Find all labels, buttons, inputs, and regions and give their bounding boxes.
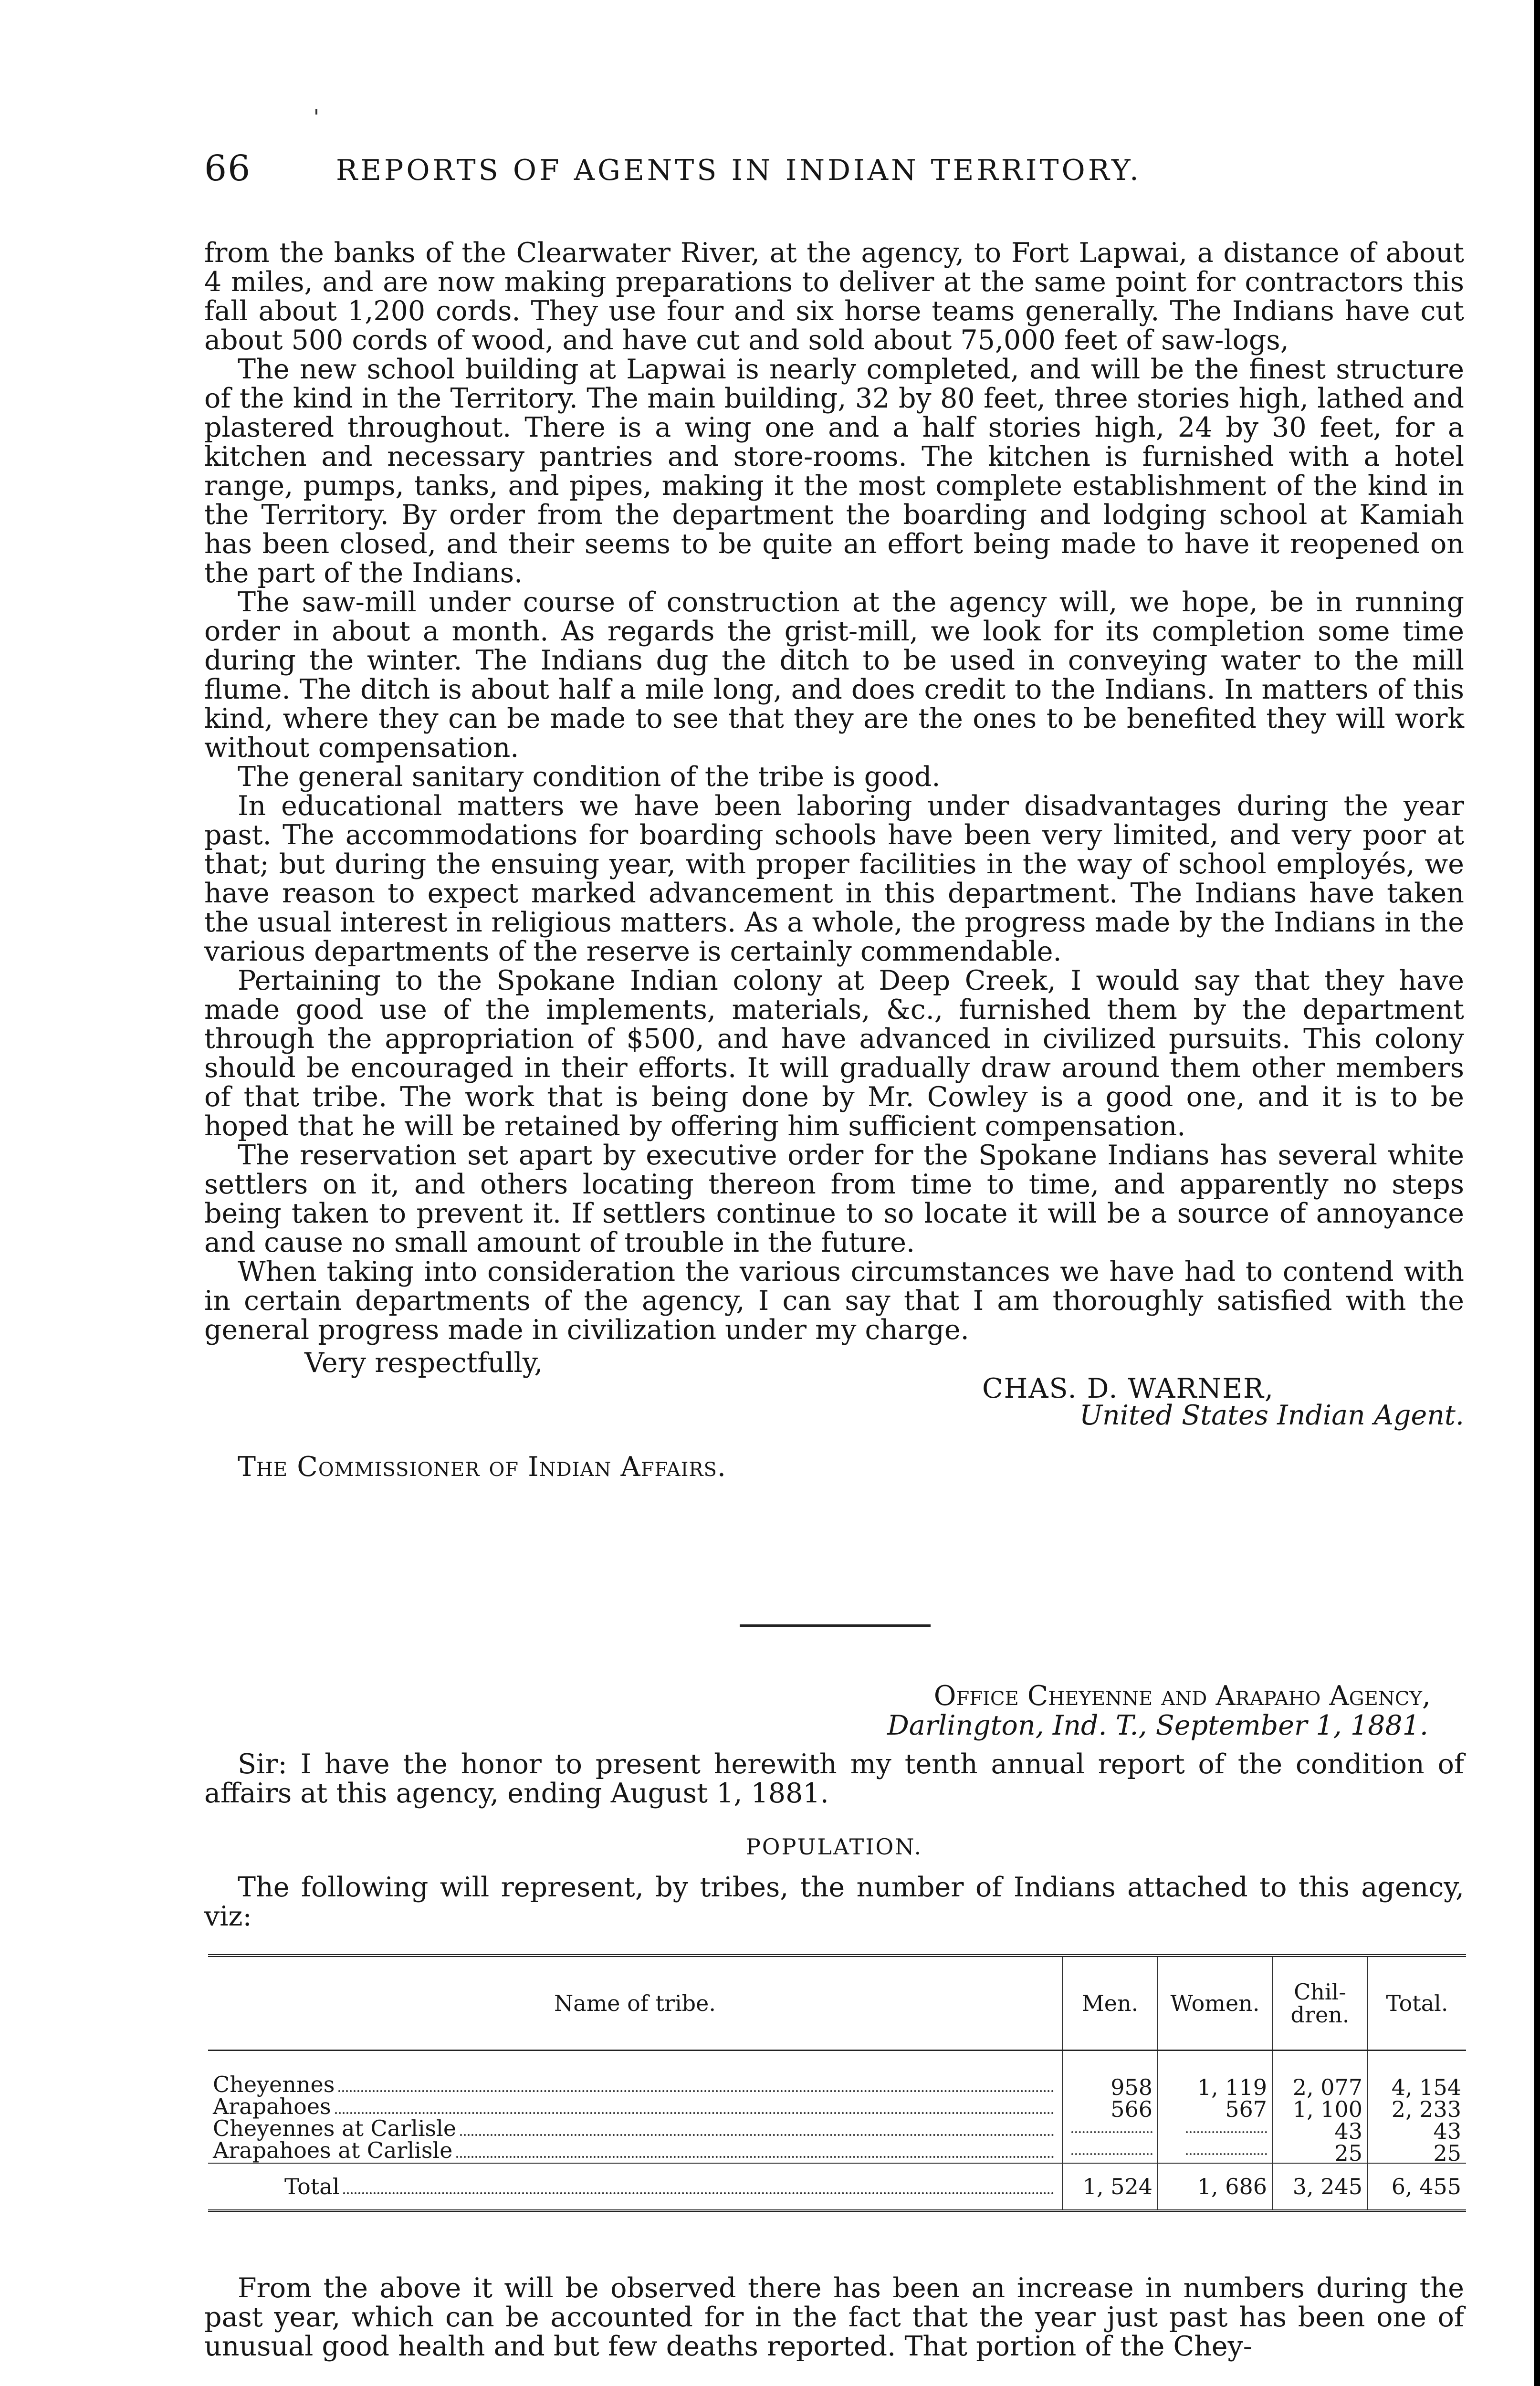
viz-paragraph: The following will represent, by tribes, the number of Indians attached to this agency, viz:: [204, 1872, 1464, 1932]
leader-dots: [456, 2156, 1054, 2158]
table-row: [208, 2050, 1466, 2097]
population-table: [208, 1954, 1466, 2212]
paragraph-sanitary: The general sanitary condition of the tribe is good.: [238, 761, 941, 793]
men-cell: 958: [1062, 2050, 1158, 2097]
total-cell: 2, 233: [1368, 2097, 1466, 2119]
men-total: 1, 524: [1062, 2163, 1158, 2211]
intro-paragraph: Sir: I have the honor to present herewith my tenth annual report of the condition of affairs at this agency, ending August 1, 1881.: [204, 1748, 1464, 1809]
empty-dots: [1071, 2153, 1152, 2155]
children-cell: 43: [1272, 2119, 1368, 2141]
men-cell: [1062, 2141, 1158, 2163]
office-name: Office Cheyenne and Arapaho Agency,: [933, 1680, 1431, 1712]
signature-block: [204, 1345, 1464, 1483]
header-children: Chil-dren.: [1272, 1956, 1368, 2050]
empty-dots: [1186, 2153, 1267, 2155]
leader-dots: [338, 2090, 1054, 2092]
scan-edge-right: [1534, 0, 1540, 2386]
children-cell: 2, 077: [1272, 2050, 1368, 2097]
section-divider: [740, 1624, 931, 1627]
closing-paragraph: From the above it will be observed there has been an increase in numbers during the past year, which can be accounted for in the fact that the year just past has been one of unusual good health and but few deaths reported. That portion of the Chey-: [204, 2272, 1464, 2362]
tribe-name: Arapahoes: [213, 2093, 331, 2119]
table-intro: [204, 1873, 1464, 1931]
header-women: Women.: [1158, 1956, 1272, 2050]
table-row: [208, 2141, 1466, 2163]
men-cell: 566: [1062, 2097, 1158, 2119]
total-row: [208, 2163, 1466, 2211]
leader-dots: [335, 2112, 1054, 2114]
women-cell: [1158, 2119, 1272, 2141]
paragraph-saw-mill: The saw-mill under course of construction at the agency will, we hope, be in running order in about a month. As regards the grist-mill, we look for its completion some time during the winter. The Indians dug the ditch to be used in conveying water to the mill flume. The ditch is about half a mile long, and does credit to the Indians. In matters of this kind, where they can be made to see that they are the ones to be benefited they will work without compensation.: [204, 586, 1464, 764]
women-cell: 1, 119: [1158, 2050, 1272, 2097]
closing-salutation: Very respectfully,: [304, 1347, 543, 1379]
signatory-name: CHAS. D. WARNER,: [982, 1373, 1274, 1404]
table-header-row: [208, 1956, 1466, 2050]
page-number: 66: [204, 148, 251, 189]
closing-section: [204, 2274, 1464, 2361]
children-cell: 1, 100: [1272, 2097, 1368, 2119]
letter-heading: [204, 1681, 1464, 1740]
tribe-name: Arapahoes at Carlisle: [213, 2137, 453, 2163]
total-label: Total: [284, 2173, 340, 2199]
total-label-cell: [208, 2163, 1062, 2211]
children-total: 3, 245: [1272, 2163, 1368, 2211]
tribe-cell: [208, 2050, 1062, 2097]
empty-dots: [1186, 2131, 1267, 2133]
running-title: REPORTS OF AGENTS IN INDIAN TERRITORY.: [335, 154, 1142, 187]
report-body: [204, 237, 1464, 1483]
tribe-name: Cheyennes at Carlisle: [213, 2115, 457, 2141]
paragraph-lumber: from the banks of the Clearwater River, at the agency, to Fort Lapwai, a distance of about 4 miles, and are now making preparations to deliver at the same point for contractors this fall about 1,200 cords. They use four and six horse teams generally. The Indians have cut about 500 cords of wood, and have cut and sold about 75,000 feet of saw-logs,: [204, 237, 1464, 356]
paragraph-reservation: The reservation set apart by executive order for the Spokane Indians has several white settlers on it, and others locating thereon from time to time, and apparently no steps being taken to prevent it. If settlers continue to so locate it will be a source of annoyance and cause no small amount of trouble in the future.: [204, 1140, 1464, 1258]
children-cell: 25: [1272, 2141, 1368, 2163]
paragraph-education: In educational matters we have been laboring under disadvantages during the year past. The accommodations for boarding schools have been very limited, and very poor at that; but during the ensuing year, with proper facilities in the way of school employés, we have reason to expect marked advancement in this department. The Indians have taken the usual interest in religious matters. As a whole, the progress made by the Indians in the various departments of the reserve is certainly commendable.: [204, 790, 1464, 967]
total-cell: 43: [1368, 2119, 1466, 2141]
leader-dots: [343, 2192, 1054, 2194]
women-cell: 567: [1158, 2097, 1272, 2119]
paragraph-spokane-colony: Pertaining to the Spokane Indian colony at Deep Creek, I would say that they have made good use of the implements, materials, &c., furnished them by the department through the appropriation of $500, and have advanced in civilized pursuits. This colony should be encouraged in their efforts. It will gradually draw around them other members of that tribe. The work that is being done by Mr. Cowley is a good one, and it is to be hoped that he will be retained by offering him sufficient compensation.: [204, 965, 1464, 1142]
paragraph-conclusion: When taking into consideration the various circumstances we have had to contend with in certain departments of the agency, I can say that I am thoroughly satisfied with the general progress made in civilization under my charge.: [204, 1256, 1464, 1346]
header-tribe: Name of tribe.: [208, 1956, 1062, 2050]
total-cell: 4, 154: [1368, 2050, 1466, 2097]
women-total: 1, 686: [1158, 2163, 1272, 2211]
total-cell: 25: [1368, 2141, 1466, 2163]
paragraph-school-building: The new school building at Lapwai is nearly completed, and will be the finest structure of the kind in the Territory. The main building, 32 by 80 feet, three stories high, lathed and plastered throughout. There is a wing one and a half stories high, 24 by 30 feet, for a kitchen and necessary pantries and store-rooms. The kitchen is furnished with a hotel range, pumps, tanks, and pipes, making it the most complete establishment of the kind in the Territory. By order from the department the boarding and lodging school at Kamiah has been closed, and their seems to be quite an effort being made to have it reopened on the part of the Indians.: [204, 354, 1464, 589]
empty-dots: [1071, 2131, 1152, 2133]
scan-speck: [315, 109, 317, 115]
section-heading: POPULATION.: [745, 1834, 923, 1860]
signatory-title: United States Indian Agent.: [1079, 1400, 1464, 1431]
tribe-cell: [208, 2137, 1062, 2163]
letter-intro: [204, 1750, 1464, 1808]
grand-total: 6, 455: [1368, 2163, 1466, 2211]
page-header: [204, 148, 1273, 200]
leader-dots: [460, 2134, 1054, 2136]
men-cell: [1062, 2119, 1158, 2141]
tribe-name: Cheyennes: [213, 2071, 335, 2097]
women-cell: [1158, 2141, 1272, 2163]
header-total: Total.: [1368, 1956, 1466, 2050]
addressee: The Commissioner of Indian Affairs.: [238, 1451, 727, 1483]
header-men: Men.: [1062, 1956, 1158, 2050]
date-line: Darlington, Ind. T., September 1, 1881.: [887, 1710, 1428, 1741]
